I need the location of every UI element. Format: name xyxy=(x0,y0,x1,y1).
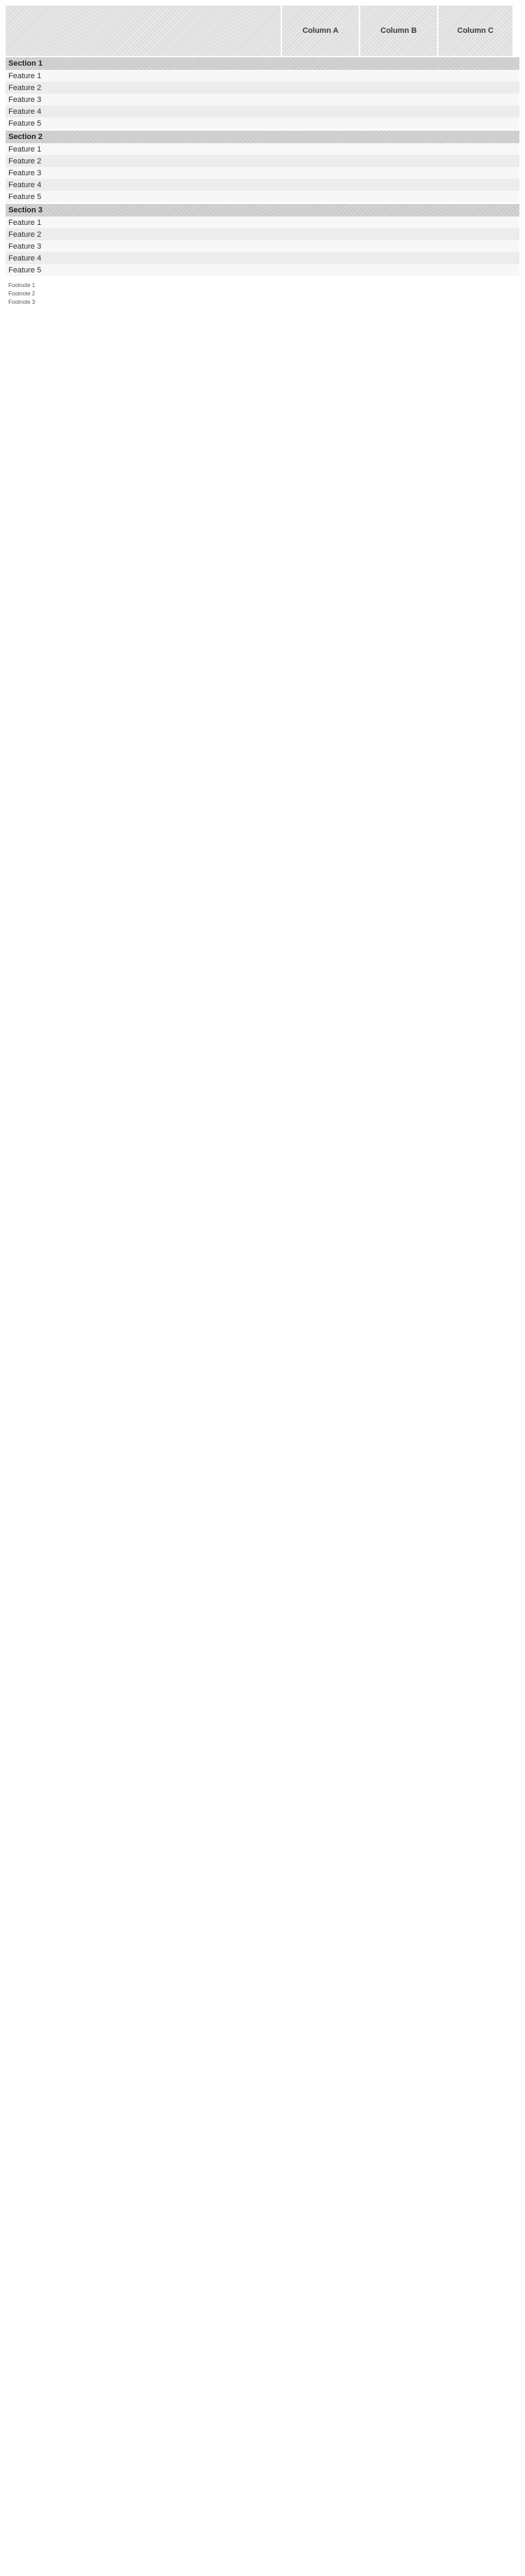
value-cell xyxy=(360,94,437,105)
value-cell xyxy=(360,105,437,117)
value-cell xyxy=(282,82,359,94)
table-row xyxy=(6,82,519,94)
value-cell xyxy=(282,94,359,105)
value-cell xyxy=(282,167,359,179)
footnote: Footnote 2 xyxy=(8,291,36,297)
value-cell xyxy=(282,117,359,129)
table-row xyxy=(6,155,519,167)
value-cell xyxy=(438,94,512,105)
value-cell xyxy=(438,228,512,240)
value-cell xyxy=(282,155,359,167)
value-cell xyxy=(282,217,359,228)
section-header: Section 1 xyxy=(6,57,519,70)
value-cell xyxy=(282,240,359,252)
header-col2: Column B xyxy=(360,6,437,56)
feature-label: Feature 1 xyxy=(8,218,42,227)
section-rows xyxy=(6,143,519,203)
value-cell xyxy=(438,264,512,276)
value-cell xyxy=(360,217,437,228)
table-row xyxy=(6,167,519,179)
feature-label: Feature 4 xyxy=(8,254,42,263)
feature-label: Feature 1 xyxy=(8,71,42,80)
header-blank-cell xyxy=(6,6,281,56)
value-cell xyxy=(438,117,512,129)
table-row xyxy=(6,105,519,117)
value-cell xyxy=(360,179,437,191)
value-cell xyxy=(438,252,512,264)
value-cell xyxy=(282,264,359,276)
section-header: Section 3 xyxy=(6,204,519,217)
table-row xyxy=(6,94,519,105)
value-cell xyxy=(360,264,437,276)
value-cell xyxy=(282,143,359,155)
feature-label: Feature 1 xyxy=(8,145,42,154)
value-cell xyxy=(282,252,359,264)
table-row xyxy=(6,217,519,228)
value-cell xyxy=(360,228,437,240)
table-row xyxy=(6,264,519,276)
table-row xyxy=(6,70,519,82)
value-cell xyxy=(282,105,359,117)
feature-label: Feature 3 xyxy=(8,168,42,177)
footnotes xyxy=(6,281,519,307)
table-row xyxy=(6,228,519,240)
feature-label: Feature 4 xyxy=(8,107,42,116)
feature-label: Feature 3 xyxy=(8,242,42,251)
value-cell xyxy=(438,155,512,167)
value-cell xyxy=(360,117,437,129)
table-row xyxy=(6,179,519,191)
value-cell xyxy=(360,240,437,252)
value-cell xyxy=(438,217,512,228)
value-cell xyxy=(438,167,512,179)
feature-label: Feature 5 xyxy=(8,119,42,128)
value-cell xyxy=(438,82,512,94)
feature-label: Feature 4 xyxy=(8,180,42,189)
table-row xyxy=(6,117,519,129)
feature-label: Feature 3 xyxy=(8,95,42,104)
section-header: Section 2 xyxy=(6,131,519,143)
table-header xyxy=(6,6,519,56)
value-cell xyxy=(438,70,512,82)
header-col1: Column A xyxy=(282,6,359,56)
feature-label: Feature 5 xyxy=(8,265,42,275)
table-row xyxy=(6,252,519,264)
footnote: Footnote 3 xyxy=(8,299,36,305)
table-row xyxy=(6,240,519,252)
value-cell xyxy=(438,105,512,117)
section-rows xyxy=(6,217,519,276)
section-rows xyxy=(6,70,519,129)
value-cell xyxy=(360,143,437,155)
header-col3: Column C xyxy=(438,6,512,56)
value-cell xyxy=(360,252,437,264)
feature-label: Feature 2 xyxy=(8,156,42,166)
table-body xyxy=(6,57,519,276)
value-cell xyxy=(360,82,437,94)
value-cell xyxy=(438,240,512,252)
value-cell xyxy=(438,179,512,191)
comparison-page xyxy=(0,0,525,315)
feature-label: Feature 2 xyxy=(8,83,42,92)
value-cell xyxy=(282,191,359,203)
value-cell xyxy=(282,228,359,240)
value-cell xyxy=(438,191,512,203)
feature-label: Feature 5 xyxy=(8,192,42,201)
value-cell xyxy=(360,155,437,167)
footnote: Footnote 1 xyxy=(8,282,36,288)
feature-label: Feature 2 xyxy=(8,230,42,239)
value-cell xyxy=(360,191,437,203)
value-cell xyxy=(438,143,512,155)
value-cell xyxy=(360,167,437,179)
value-cell xyxy=(360,70,437,82)
value-cell xyxy=(282,70,359,82)
table-row xyxy=(6,191,519,203)
value-cell xyxy=(282,179,359,191)
table-row xyxy=(6,143,519,155)
